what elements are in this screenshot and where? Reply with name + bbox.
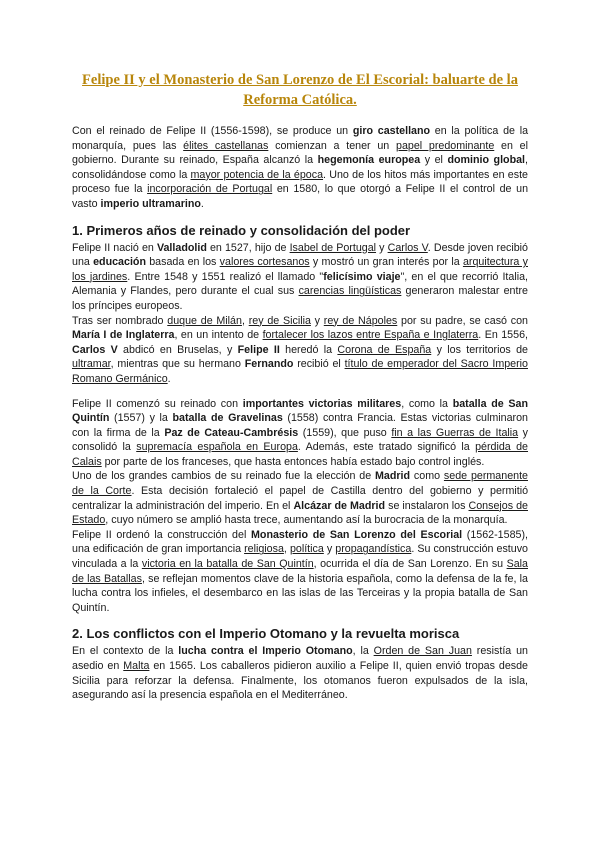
bold-term: lucha contra el Imperio Otomano [178, 645, 353, 658]
section-1-paragraph-2 [72, 314, 528, 387]
bold-term: dominio global [447, 154, 526, 167]
bold-term: imperio ultramarino [100, 197, 201, 210]
underlined-link[interactable]: Corona de España [337, 343, 432, 356]
text-run: Felipe II ordenó la construcción del [72, 528, 252, 541]
underlined-link[interactable]: Consejos de Estado [72, 499, 528, 527]
text-run: generaron malestar entre los príncipes europeos. [72, 285, 528, 312]
text-run: en 1527, hijo de [206, 241, 290, 254]
text-run: En el contexto de la [72, 645, 179, 658]
bold-term: Carlos V [72, 343, 118, 356]
underlined-link[interactable]: mayor potencia de la época [190, 168, 324, 181]
underlined-link[interactable]: título de emperador del Sacro Imperio Romano Germánico [72, 358, 528, 385]
bold-term: felicísimo viaje [323, 270, 401, 283]
section-1-paragraph-1 [72, 241, 528, 314]
document-body [72, 124, 528, 703]
underlined-link[interactable]: supremacía española en Europa [136, 441, 298, 454]
text-run: y [310, 314, 324, 327]
text-run: . Esta decisión fortaleció el papel de Castilla dentro del gobierno y permitió centralizar la administración del imperio. En el [72, 485, 529, 512]
text-run: y el [420, 154, 448, 167]
text-run: en la política de la monarquía, pues las [72, 125, 529, 152]
bold-term: Alcázar de Madrid [293, 499, 386, 512]
underlined-link[interactable]: política [289, 543, 324, 556]
section-2-paragraph-1 [72, 644, 528, 702]
bold-term: batalla de Gravelinas [172, 412, 283, 425]
text-run: en el gobierno. Durante su reinado, España alcanzó la [72, 139, 528, 167]
text-run: , se reflejan momentos clave de la historia española, como la defensa de la fe, la lucha contra los infieles, el desembarco en las islas de las Terceiras y la propia batalla de San Quintín. [72, 572, 528, 614]
bold-term: Paz de Cateau-Cambrésis [164, 426, 299, 439]
text-run: , la [352, 645, 374, 658]
underlined-link[interactable]: carencias lingüísticas [298, 285, 402, 298]
section-1-paragraph-5 [72, 528, 528, 616]
bold-term: Felipe II [237, 343, 280, 356]
text-run: (1557) y la [109, 412, 173, 425]
text-run: , cuyo número se amplió hasta trece, aumentando así la burocracia de la monarquía. [105, 514, 508, 527]
text-run: recibió el [293, 358, 345, 371]
bold-term: Madrid [375, 470, 411, 483]
text-run: . [167, 372, 171, 385]
section-2-heading: 2. Los conflictos con el Imperio Otomano y la revuelta morisca [72, 626, 460, 642]
underlined-link[interactable]: victoria en la batalla de San Quintín [141, 558, 314, 571]
underlined-link[interactable]: Orden de San Juan [373, 645, 472, 658]
section-1-paragraph-3 [72, 397, 528, 470]
text-run: . Desde joven recibió una [72, 241, 529, 269]
bold-term: Fernando [244, 358, 294, 371]
underlined-link[interactable]: Sala de las Batallas [72, 558, 528, 585]
text-run: . Uno de los hitos más importantes en este proceso fue la [72, 168, 528, 196]
underlined-link[interactable]: duque de Milán [167, 314, 242, 327]
text-run: (1558) contra Francia. Estas victorias culminaron con la firma de la [72, 412, 528, 439]
text-run: Felipe II comenzó su reinado con [72, 397, 243, 410]
section-1-paragraph-4 [72, 469, 528, 527]
text-run: , ocurrida el día de San Lorenzo. En su [313, 558, 507, 571]
underlined-link[interactable]: rey de Nápoles [323, 314, 398, 327]
underlined-link[interactable]: Carlos V [387, 241, 428, 254]
text-run: Uno de los grandes cambios de su reinado fue la elección de [72, 470, 376, 483]
bold-term: educación [93, 256, 146, 269]
text-run: , [241, 314, 249, 327]
text-run: . Además, este tratado significó la [297, 441, 476, 454]
text-run: y [323, 543, 336, 556]
text-run: abdicó en Bruselas, y [117, 343, 238, 356]
text-run: (1562-1585), una edificación de gran importancia [72, 528, 528, 556]
text-run: en 1565. Los caballeros pidieron auxilio a Felipe II, quien envió tropas desde Sicilia para reforzar la defensa. Finalmente, los otomanos fueron expulsados de la isla, asegurando así la presencia española en el Mediterráneo. [72, 660, 528, 702]
underlined-link[interactable]: propagandística [335, 543, 412, 556]
text-run: por parte de los franceses, que hasta entonces había estado bajo control inglés. [101, 455, 485, 468]
text-run: como [410, 470, 444, 483]
underlined-link[interactable]: Isabel de Portugal [289, 241, 377, 254]
underlined-link[interactable]: Malta [123, 660, 150, 672]
text-run: , mientras que su hermano [110, 358, 245, 371]
text-run: en 1580, lo que otorgó a Felipe II el control de un vasto [72, 183, 529, 210]
text-run: , como la [401, 397, 453, 410]
bold-term: importantes victorias militares [242, 397, 402, 410]
underlined-link[interactable]: pérdida de Calais [72, 441, 529, 468]
text-run: se instalaron los [385, 499, 469, 512]
underlined-link[interactable]: fin a las Guerras de Italia [391, 426, 519, 439]
text-run: . Entre 1548 y 1551 realizó el llamado " [127, 270, 324, 283]
bold-term: giro castellano [352, 125, 431, 137]
text-run: , [283, 543, 290, 556]
text-run: (1559), que puso [298, 426, 392, 439]
underlined-link[interactable]: papel predominante [396, 139, 495, 152]
text-run: Felipe II nació en [72, 241, 157, 254]
text-run: ", en el que recorrió Italia, Alemania y Flandes, pero durante el cual sus [72, 270, 528, 298]
underlined-link[interactable]: arquitectura y los jardines [72, 256, 528, 283]
text-run: , en un intento de [174, 329, 263, 342]
underlined-link[interactable]: fortalecer los lazos entre España e Inglaterra [262, 329, 479, 342]
text-run: y los territorios de [431, 343, 528, 356]
text-run: heredó la [279, 343, 338, 356]
text-run: . En 1556, [478, 329, 528, 342]
underlined-link[interactable]: sede permanente de la Corte [72, 470, 528, 498]
text-run: basada en los [145, 256, 220, 269]
text-run: resistía un asedio en [72, 645, 528, 672]
bold-term: Monasterio de San Lorenzo del Escorial [251, 528, 463, 541]
text-run: y consolidó la [72, 426, 528, 454]
text-run: por su padre, se casó con [397, 314, 529, 327]
intro-paragraph [72, 124, 528, 212]
title-line-1: Felipe II y el Monasterio de San Lorenzo de El Escorial: baluarte de la [82, 72, 518, 88]
text-run: Con el reinado de Felipe II (1556-1598), se produce un [72, 125, 353, 137]
underlined-link[interactable]: religiosa [244, 543, 284, 556]
document-title[interactable] [70, 70, 530, 110]
bold-term: hegemonía europea [317, 154, 421, 167]
text-run: y [376, 241, 388, 254]
text-run: . Su construcción estuvo vinculada a la [72, 543, 528, 571]
underlined-link[interactable]: incorporación de Portugal [147, 183, 273, 196]
text-run: , consolidándose como la [72, 154, 528, 181]
underlined-link[interactable]: ultramar [72, 358, 111, 371]
text-run: Tras ser nombrado [72, 314, 168, 327]
bold-term: batalla de San Quintín [72, 397, 528, 425]
bold-term: María I de Inglaterra [72, 329, 175, 342]
underlined-link[interactable]: valores cortesanos [219, 256, 310, 269]
text-run: y mostró un gran interés por la [309, 256, 463, 269]
text-run: . [200, 197, 204, 210]
underlined-link[interactable]: élites castellanas [183, 139, 269, 152]
text-run: comienzan a tener un [268, 139, 397, 152]
title-line-2: Reforma Católica. [243, 92, 357, 108]
underlined-link[interactable]: rey de Sicilia [248, 314, 311, 327]
section-1-heading: 1. Primeros años de reinado y consolidación del poder [72, 222, 411, 238]
bold-term: Valladolid [156, 241, 207, 254]
